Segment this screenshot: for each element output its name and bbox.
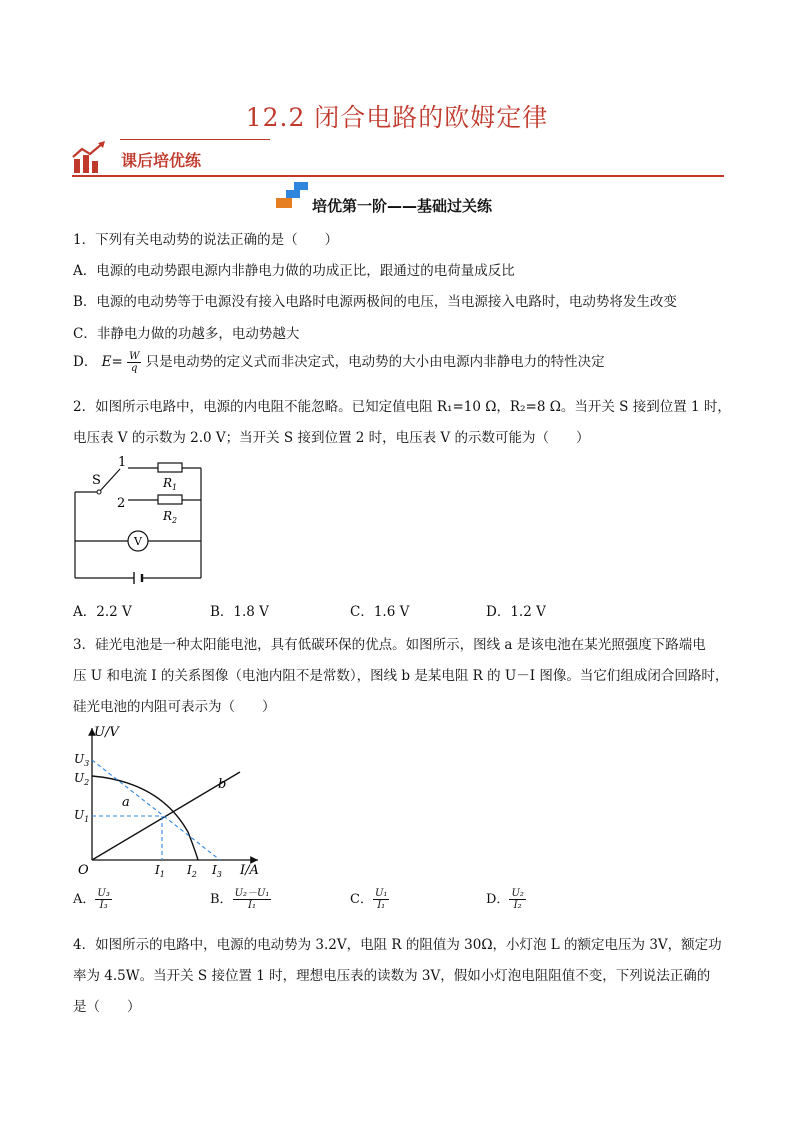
q1-option-a: A．电源的电动势跟电源内非静电力做的功成正比，跟通过的电荷量成反比 [73, 263, 515, 279]
page-title: 12.2 闭合电路的欧姆定律 [245, 103, 549, 132]
q1-d-formula-num: W [129, 351, 140, 362]
q3-option-c: C． $\frac{\text{U₁}}{\text{I₁}}$ [350, 888, 388, 911]
q2-stem-line1: 2．如图所示电路中，电源的内电阻不能忽略。已知定值电阻 R₁=10 Ω，R₂=8 Ω。当开关 S 接到位置 1 时， [73, 399, 731, 415]
header-top-rule [120, 139, 270, 140]
q1-d-formula-lhs: E [101, 354, 112, 370]
q1-option-b: B．电源的电动势等于电源没有接入电路时电源两极间的电压，当电源接入电路时，电动势将发生改变 [73, 294, 677, 310]
q3-u1-label: $U_1$ [74, 808, 90, 824]
q3-u3-label: $U_3$ [74, 752, 90, 768]
q3-curve-a-label: a [122, 795, 130, 810]
q1-option-c: C．非静电力做的功越多，电动势越大 [73, 326, 300, 342]
subsection-label: 培优第一阶——基础过关练 [312, 197, 493, 215]
q3-y-axis-label: U/V [94, 725, 119, 740]
section-header [72, 138, 724, 178]
q2-voltmeter-label: V [134, 535, 142, 548]
q2-circuit-diagram [70, 452, 210, 584]
q3-curve-a [92, 776, 198, 860]
q3-i2-label: $I_2$ [187, 863, 197, 879]
q3-option-b: B． $\frac{\text{U₂－U₁}}{\text{I₁}}$ [210, 888, 270, 911]
q3-u2-label: $U_2$ [74, 771, 90, 787]
q3-option-d: D． $\frac{\text{U₂}}{\text{I₂}}$ [486, 888, 524, 911]
q3-stem-line1: 3．硅光电池是一种太阳能电池，具有低碳环保的优点。如图所示，图线 a 是该电池在某光照强度下路端电 [73, 637, 706, 653]
subsection-header [272, 180, 572, 216]
q2-option-b: B．1.8 V [210, 604, 269, 620]
q4-stem-line2: 率为 4.5W。当开关 S 接位置 1 时，理想电压表的读数为 3V，假如小灯泡电阻阻值不变，下列说法正确的 [73, 968, 711, 984]
section-label: 课后培优练 [121, 151, 202, 170]
q3-stem-line3: 硅光电池的内阻可表示为（ ） [73, 699, 276, 715]
q2-r2-label: $R_2$ [163, 509, 178, 525]
q2-option-c: C．1.6 V [350, 604, 410, 620]
q3-line-b-label: b [218, 777, 227, 792]
q2-stem-line2: 电压表 V 的示数为 2.0 V；当开关 S 接到位置 2 时，电压表 V 的示数可能为（ ） [73, 430, 590, 446]
steps-icon [274, 180, 310, 210]
q1-stem: 1．下列有关电动势的说法正确的是（ ） [73, 232, 339, 248]
q2-option-d: D．1.2 V [486, 604, 546, 620]
q2-r1-label: $R_1$ [163, 476, 178, 492]
q4-stem-line1: 4．如图所示的电路中，电源的电动势为 3.2V，电阻 R 的阻值为 30Ω，小灯泡 L 的额定电压为 3V，额定功 [73, 937, 722, 953]
chart-up-icon [72, 141, 108, 175]
q2-option-a: A．2.2 V [73, 604, 132, 620]
q2-pos2-label: 2 [117, 496, 126, 511]
q1-d-formula-den: q [131, 363, 138, 374]
header-bottom-rule [72, 175, 724, 177]
q1-d-prefix: D． [73, 354, 98, 370]
q2-switch-label: S [92, 473, 101, 488]
q3-option-a: A． $\frac{\text{U₃}}{\text{I₃}}$ [73, 888, 110, 911]
q2-pos1-label: 1 [118, 455, 127, 470]
q3-x-axis-label: I/A [240, 863, 259, 878]
q1-d-formula-fraction [127, 351, 141, 374]
q3-ui-graph [70, 722, 270, 882]
q3-stem-line2: 压 U 和电流 I 的关系图像（电池内阻不是常数），图线 b 是某电阻 R 的 U－I 图像。当它们组成闭合回路时， [73, 668, 729, 684]
q3-dash-u3 [92, 760, 220, 860]
q4-stem-line3: 是（ ） [73, 999, 141, 1015]
q1-option-d: D． E= $\frac{W}{q}$ 只是电动势的定义式而非决定式，电动势的大小由电源内非静电力的特性决定 [73, 351, 605, 374]
q1-d-text: 只是电动势的定义式而非决定式，电动势的大小由电源内非静电力的特性决定 [145, 354, 605, 370]
q3-i1-label: $I_1$ [155, 863, 165, 879]
q3-origin-label: O [78, 863, 89, 878]
q3-i3-label: $I_3$ [212, 863, 222, 879]
